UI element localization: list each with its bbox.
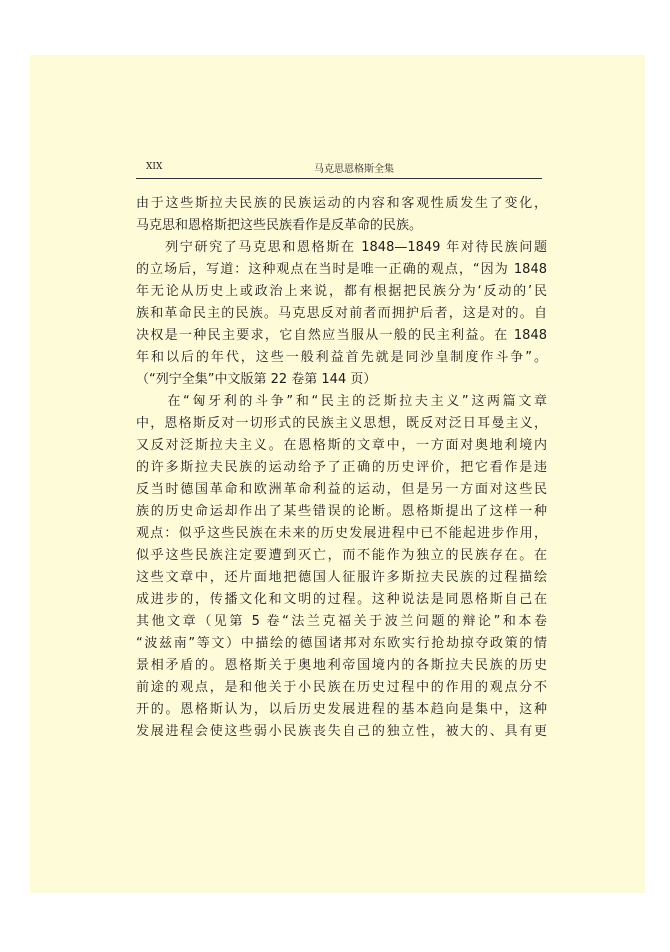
text-line: 发展进程会使这些弱小民族丧失自己的独立性，被大的、具有更 — [136, 724, 547, 739]
text-line: 的立场后，写道：这种观点在当时是唯一正确的观点，“因为 1848 — [136, 262, 547, 277]
text-line: 开的。恩格斯认为，以后历史发展进程的基本趋向是集中，这种 — [136, 702, 547, 717]
text-line: “波兹南”等文）中描绘的德国诸邦对东欧实行抢劫掠夺政策的情 — [136, 636, 547, 651]
text-line: 这些文章中，还片面地把德国人征服许多斯拉夫民族的过程描绘 — [136, 570, 547, 585]
text-line: 族和革命民主的民族。马克思反对前者而拥护后者，这是对的。自 — [136, 306, 547, 321]
text-line: 族的历史命运却作出了某些错误的论断。恩格斯提出了这样一种 — [136, 504, 547, 519]
body-text — [136, 193, 547, 743]
page-number: XIX — [146, 162, 163, 172]
text-line: 又反对泛斯拉夫主义。在恩格斯的文章中，一方面对奥地利境内 — [136, 438, 547, 453]
text-line: 前途的观点，是和他关于小民族在历史过程中的作用的观点分不 — [136, 680, 547, 695]
running-title: 马克思恩格斯全集 — [314, 164, 394, 175]
text-line: 决权是一种民主要求，它自然应当服从一般的民主利益。在 1848 — [136, 328, 547, 343]
text-line: （“列宁全集”中文版第 22 卷第 144 页） — [136, 372, 377, 387]
text-line: 反当时德国革命和欧洲革命利益的运动，但是另一方面对这些民 — [136, 482, 547, 497]
page-header — [136, 160, 542, 179]
text-line: 中，恩格斯反对一切形式的民族主义思想，既反对泛日耳曼主义， — [136, 416, 547, 431]
text-line: 由于这些斯拉夫民族的民族运动的内容和客观性质发生了变化， — [136, 196, 547, 211]
text-line: 似乎这些民族注定要遭到灭亡，而不能作为独立的民族存在。在 — [136, 548, 547, 563]
text-line: 列宁研究了马克思和恩格斯在 1848—1849 年对待民族问题 — [136, 240, 547, 255]
text-line: 年和以后的年代，这些一般利益首先就是同沙皇制度作斗争”。 — [136, 350, 547, 365]
text-line: 景相矛盾的。恩格斯关于奥地利帝国境内的各斯拉夫民族的历史 — [136, 658, 547, 673]
text-line: 观点：似乎这些民族在未来的历史发展进程中已不能起进步作用， — [136, 526, 547, 541]
text-line: 在“匈牙利的斗争”和“民主的泛斯拉夫主义”这两篇文章 — [136, 394, 547, 409]
text-line: 其他文章（见第 5 卷“法兰克福关于波兰问题的辩论”和本卷 — [136, 614, 547, 629]
text-line: 的许多斯拉夫民族的运动给予了正确的历史评价，把它看作是违 — [136, 460, 547, 475]
text-line: 马克思和恩格斯把这些民族看作是反革命的民族。 — [136, 218, 423, 233]
text-line: 成进步的，传播文化和文明的过程。这种说法是同恩格斯自己在 — [136, 592, 547, 607]
text-line: 年无论从历史上或政治上来说，都有根据把民族分为‘反动的’民 — [136, 284, 547, 299]
